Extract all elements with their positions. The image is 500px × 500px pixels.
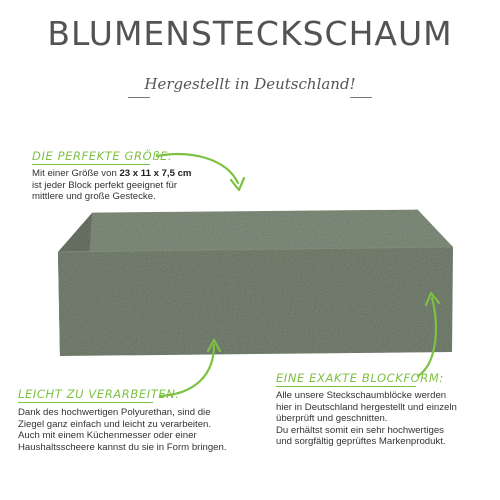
size-line-3: mittlere und große Gestecke. [32,191,156,203]
handling-line: Haushaltsscheere kannst du sie in Form bringen. [18,441,227,453]
size-line-1-text: Mit einer Größe von [32,168,120,179]
handling-heading: LEICHT ZU VERARBEITEN: [18,387,180,401]
product-subtitle: Hergestellt in Deutschland! [144,75,356,93]
handling-line: Ziegel ganz einfach und leicht zu verarbeiten. [18,418,212,430]
shape-heading: EINE EXAKTE BLOCKFORM: [276,371,444,385]
shape-line: Alle unsere Steckschaumblöcke werden [276,390,447,401]
handling-line: Auch mit einem Küchenmesser oder einer [18,430,197,442]
size-line-2: ist jeder Block perfekt geeignet für [32,179,178,191]
shape-line: überprüft und geschnitten. [276,413,388,425]
shape-line: und sorgfältig geprüftes Markenprodukt. [276,436,446,448]
shape-line: hier in Deutschland hergestellt und einzeln [276,401,457,413]
shape-line: Du erhältst somit ein sehr hochwertiges [276,424,444,436]
size-dimensions: 23 x 11 x 7,5 cm [119,168,192,179]
handling-line: Dank des hochwertigen Polyurethan, sind die [18,407,211,418]
product-title: BLUMENSTECKSCHAUM [47,14,453,53]
size-heading: DIE PERFEKTE GRÖßE: [32,149,173,163]
